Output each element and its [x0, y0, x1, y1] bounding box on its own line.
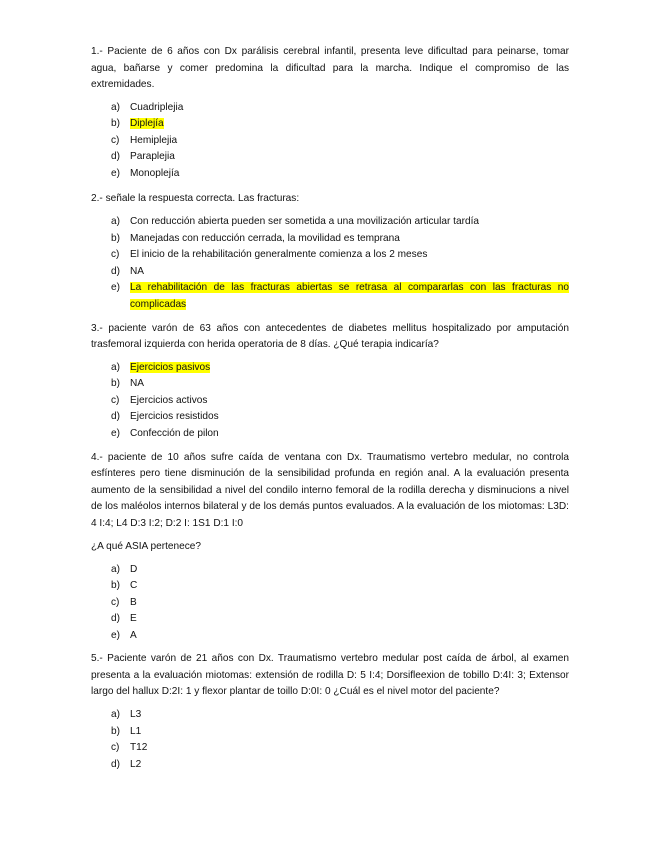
option-text: Con reducción abierta pueden ser sometida a una movilización articular tardía	[130, 215, 479, 227]
option-text: Hemiplejia	[130, 134, 178, 146]
option-letter: e)	[111, 282, 120, 294]
option-letter: b)	[111, 378, 120, 390]
option-text: C	[130, 580, 138, 592]
option-letter: c)	[111, 742, 120, 754]
question-1	[91, 44, 569, 182]
option-letter: b)	[111, 580, 120, 592]
question-5-options	[91, 707, 569, 773]
question-5	[91, 651, 569, 773]
option-item	[91, 376, 569, 393]
option-letter: c)	[111, 596, 120, 608]
option-item	[91, 426, 569, 443]
question-3-stem: 3.- paciente varón de 63 años con antecedentes de diabetes mellitus hospitalizado por amputación trasfemoral izquierda con herida operatoria de 8 días. ¿Qué terapia indicaría?	[91, 322, 569, 351]
question-2-options	[91, 214, 569, 314]
option-text: Monoplejía	[130, 167, 180, 179]
option-text-highlighted: Ejercicios pasivos	[130, 361, 211, 373]
option-item	[91, 562, 569, 579]
option-letter: e)	[111, 427, 120, 439]
option-item	[91, 214, 569, 231]
option-letter: d)	[111, 758, 120, 770]
option-text: L2	[130, 758, 142, 770]
option-letter: e)	[111, 167, 120, 179]
option-item	[91, 360, 569, 377]
option-letter: a)	[111, 361, 120, 373]
question-4-options	[91, 562, 569, 645]
option-text: L3	[130, 708, 142, 720]
option-letter: d)	[111, 265, 120, 277]
option-item	[91, 100, 569, 117]
option-text: B	[130, 596, 137, 608]
question-1-options	[91, 100, 569, 183]
option-letter: c)	[111, 394, 120, 406]
option-text: El inicio de la rehabilitación generalmente comienza a los 2 meses	[130, 249, 428, 261]
option-item	[91, 740, 569, 757]
option-item	[91, 393, 569, 410]
option-item	[91, 578, 569, 595]
option-item	[91, 247, 569, 264]
option-item	[91, 166, 569, 183]
option-letter: e)	[111, 629, 120, 641]
option-text: D	[130, 563, 138, 575]
option-letter: b)	[111, 118, 120, 130]
option-item	[91, 724, 569, 741]
option-text: Manejadas con reducción cerrada, la movilidad es temprana	[130, 232, 400, 244]
option-item	[91, 280, 569, 313]
question-1-stem: 1.- Paciente de 6 años con Dx parálisis cerebral infantil, presenta leve dificultad para peinarse, tomar agua, bañarse y comer predomina la dificultad para la marcha. Indique el compromiso de las extremidades.	[91, 46, 569, 90]
question-4-subquestion: ¿A qué ASIA pertenece?	[91, 541, 201, 552]
option-text-highlighted: Diplejía	[130, 118, 164, 130]
option-item	[91, 628, 569, 645]
option-letter: d)	[111, 151, 120, 163]
option-text: Paraplejia	[130, 151, 175, 163]
option-letter: d)	[111, 613, 120, 625]
option-text: T12	[130, 742, 148, 754]
option-text: A	[130, 629, 137, 641]
option-item	[91, 264, 569, 281]
option-text: L1	[130, 725, 142, 737]
option-text: E	[130, 613, 137, 625]
option-text-highlighted: La rehabilitación de las fracturas abiertas se retrasa al compararlas con las fracturas no complicadas	[130, 282, 569, 310]
option-text: Cuadriplejia	[130, 101, 184, 113]
option-item	[91, 595, 569, 612]
option-item	[91, 149, 569, 166]
question-4	[91, 450, 569, 645]
option-item	[91, 133, 569, 150]
option-letter: a)	[111, 215, 120, 227]
question-2	[91, 191, 569, 313]
option-item	[91, 116, 569, 133]
option-text: NA	[130, 265, 145, 277]
option-text: Ejercicios resistidos	[130, 411, 219, 423]
option-item	[91, 409, 569, 426]
option-letter: a)	[111, 101, 120, 113]
option-letter: b)	[111, 232, 120, 244]
question-4-stem: 4.- paciente de 10 años sufre caída de ventana con Dx. Traumatismo vertebro medular, no controla esfínteres pero tiene disminución de la sensibilidad profunda en región anal. A la evaluación presenta aumento de la sensibilidad a nivel del condilo interno femoral de la rodilla derecha y disminucions a nivel de los maléolos internos bilateral y de los demás puntos evaluados. A la evaluación de los miotomas: L3D: 4 I:4; L4 D:3 I:2; D:2 I: 1S1 D:1 I:0	[91, 451, 569, 529]
option-text: NA	[130, 378, 145, 390]
option-letter: d)	[111, 411, 120, 423]
option-text: Ejercicios activos	[130, 394, 208, 406]
option-item	[91, 707, 569, 724]
question-5-stem: 5.- Paciente varón de 21 años con Dx. Traumatismo vertebro medular post caída de árbol, al examen presenta a la evaluación miotomas: extensión de rodilla D: 5 I:4; Dorsifleexion de tobillo D:4I: 3; Extensor largo del hallux D:2I: 1 y flexor plantar de toillo D:0I: 0 ¿Cuál es el nivel motor del paciente?	[91, 653, 569, 698]
question-3-options	[91, 360, 569, 443]
option-item	[91, 611, 569, 628]
option-letter: c)	[111, 249, 120, 261]
option-letter: a)	[111, 708, 120, 720]
option-item	[91, 231, 569, 248]
option-text: Confección de pilon	[130, 427, 219, 439]
question-2-stem: 2.- señale la respuesta correcta. Las fracturas:	[91, 193, 300, 205]
option-letter: b)	[111, 725, 120, 737]
option-item	[91, 757, 569, 774]
option-letter: c)	[111, 134, 120, 146]
question-3	[91, 321, 569, 443]
option-letter: a)	[111, 563, 120, 575]
